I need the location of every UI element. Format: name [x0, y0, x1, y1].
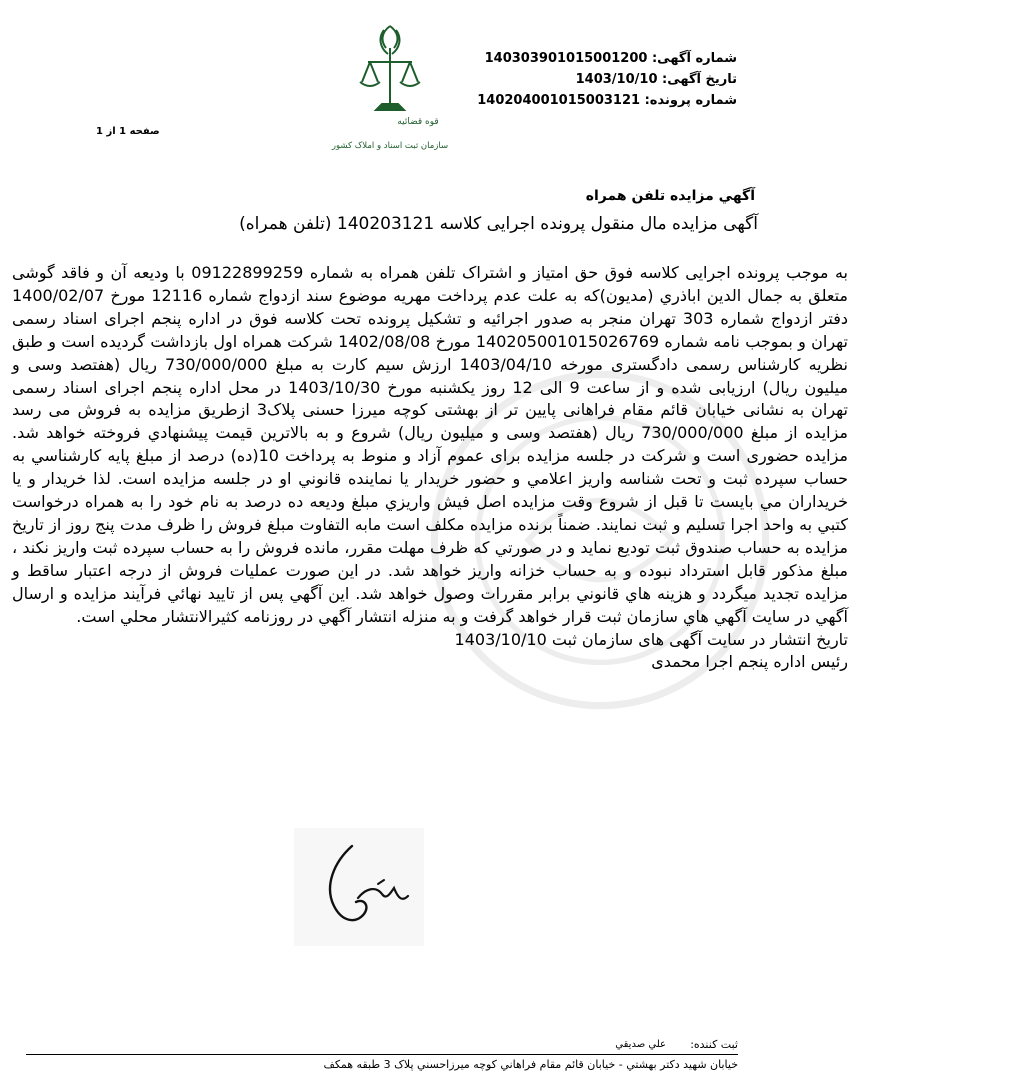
ad-number: 140303901015001200 — [484, 51, 648, 66]
registered-by-label: ثبت کننده: — [690, 1038, 738, 1051]
footer-divider — [26, 1054, 738, 1055]
document-subtitle: آگهی مزایده مال منقول پرونده اجرایی کلاسه 140203121 (تلفن همراه) — [239, 214, 758, 234]
footer-address: خيابان شهيد دكتر بهشتي - خيابان قائم مقام فراهاني كوچه ميرزاحسني پلاک 3 طبقه همكف — [323, 1058, 738, 1071]
ad-date-row — [437, 69, 737, 90]
file-number: 140204001015003121 — [477, 93, 641, 108]
file-number-label: شماره پرونده: — [644, 93, 737, 108]
logo-text-top: قوه قضائیه — [397, 117, 439, 127]
ad-number-label: شماره آگهی: — [651, 51, 737, 66]
logo-text-bottom: سازمان ثبت اسناد و املاک کشور — [331, 141, 449, 151]
page-number: صفحه 1 از 1 — [96, 126, 160, 137]
header-meta — [437, 48, 737, 111]
ad-date: 1403/10/10 — [575, 72, 658, 87]
handwritten-signature — [294, 828, 424, 946]
ad-date-label: تاریخ آگهی: — [662, 72, 737, 87]
document-title: آگهي مزايده تلفن همراه — [585, 188, 755, 204]
ad-number-row — [437, 48, 737, 69]
body-paragraph: به موجب پرونده اجرایی کلاسه فوق حق امتیاز و اشتراک تلفن همراه به شماره 09122899259 با ودیعه آن و فاقد گوشی متعلق به جمال الدين اباذري (مدیون)که به علت عدم پرداخت مهریه موضوع سند ازدواج شماره 12116 مورخ 1400/02/07 دفتر ازدواج شماره 303 تهران منجر به صدور اجرائیه و تشکیل پرونده تحت کلاسه فوق در اداره پنجم اجرای اسناد رسمی تهران و بموجب نامه شماره 140205001015026769 مورخ 1402/08/08 شرکت همراه اول بازداشت گردیده است و طبق نظریه کارشناس رسمی دادگستری مورخه 1403/04/10 ارزش سیم کارت به مبلغ 730/000/000 ریال (هفتصد وسی و میلیون ریال) ارزیابی شده و از ساعت 9 الی 12 روز یکشنبه مورخ 1403/10/30 در محل اداره پنجم اجرای اسناد رسمی تهران به نشانی خیابان قائم مقام فراهانی پايين تر از بهشتی کوچه میرزا حسنی پلاک3 ازطریق مزایده به فروش می رسد مزایده از مبلغ 730/000/000 ریال (هفتصد وسی و میلیون ریال) شروع و به بالاترین قیمت پيشنهادي فروخته خواهد شد. مزايده حضوری است و شرکت در جلسه مزایده برای عموم آزاد و منوط به پرداخت 10(ده) درصد از مبلغ پايه كارشناسي به حساب سپرده ثبت و تحت شناسه واريز اعلامي و حضور خريدار يا نماينده قانوني او در جلسه مزايده است. لذا خريدار و يا خريداران مي بايست تا قبل از شروع وقت مزايده اصل فيش واريزي مبلغ وديعه ده درصد به نام خود را به همراه درخواست كتبي به واحد اجرا تسليم و ثبت نمايند. ضمناً برنده مزایده مکلف است مابه التفاوت مبلغ فروش را ظرف مدت پنج روز از تاریخ مزایده به حساب صندوق ثبت تودیع نماید و در صورتي كه ظرف مهلت مقرر، مانده فروش را به حساب سپرده ثبت واريز نكند ، مبلغ مذكور قابل استرداد نبوده و به حساب خزانه واريز خواهد شد. در اين صورت عمليات فروش از درجه اعتبار ساقط و مزايده تجديد ميگردد و هزينه هاي قانوني برابر مقررات وصول خواهد شد. اين آگهي پس از تاييد نهائي فرآيند مزايده و ارسال آگهي در سايت آگهي هاي سازمان ثبت قرار خواهد گرفت و به منزله انتشار آگهي در روزنامه كثيرالانتشار محلي است. — [12, 263, 849, 626]
publish-line: تاریخ انتشار در سایت آگهی های سازمان ثبت 1403/10/10 — [454, 629, 848, 649]
document-body — [12, 262, 848, 674]
file-number-row — [437, 90, 737, 111]
signer-line: رئیس اداره پنجم اجرا محمدی — [651, 652, 848, 672]
judiciary-logo — [330, 18, 450, 158]
registered-by: علي صديقي — [615, 1039, 666, 1050]
